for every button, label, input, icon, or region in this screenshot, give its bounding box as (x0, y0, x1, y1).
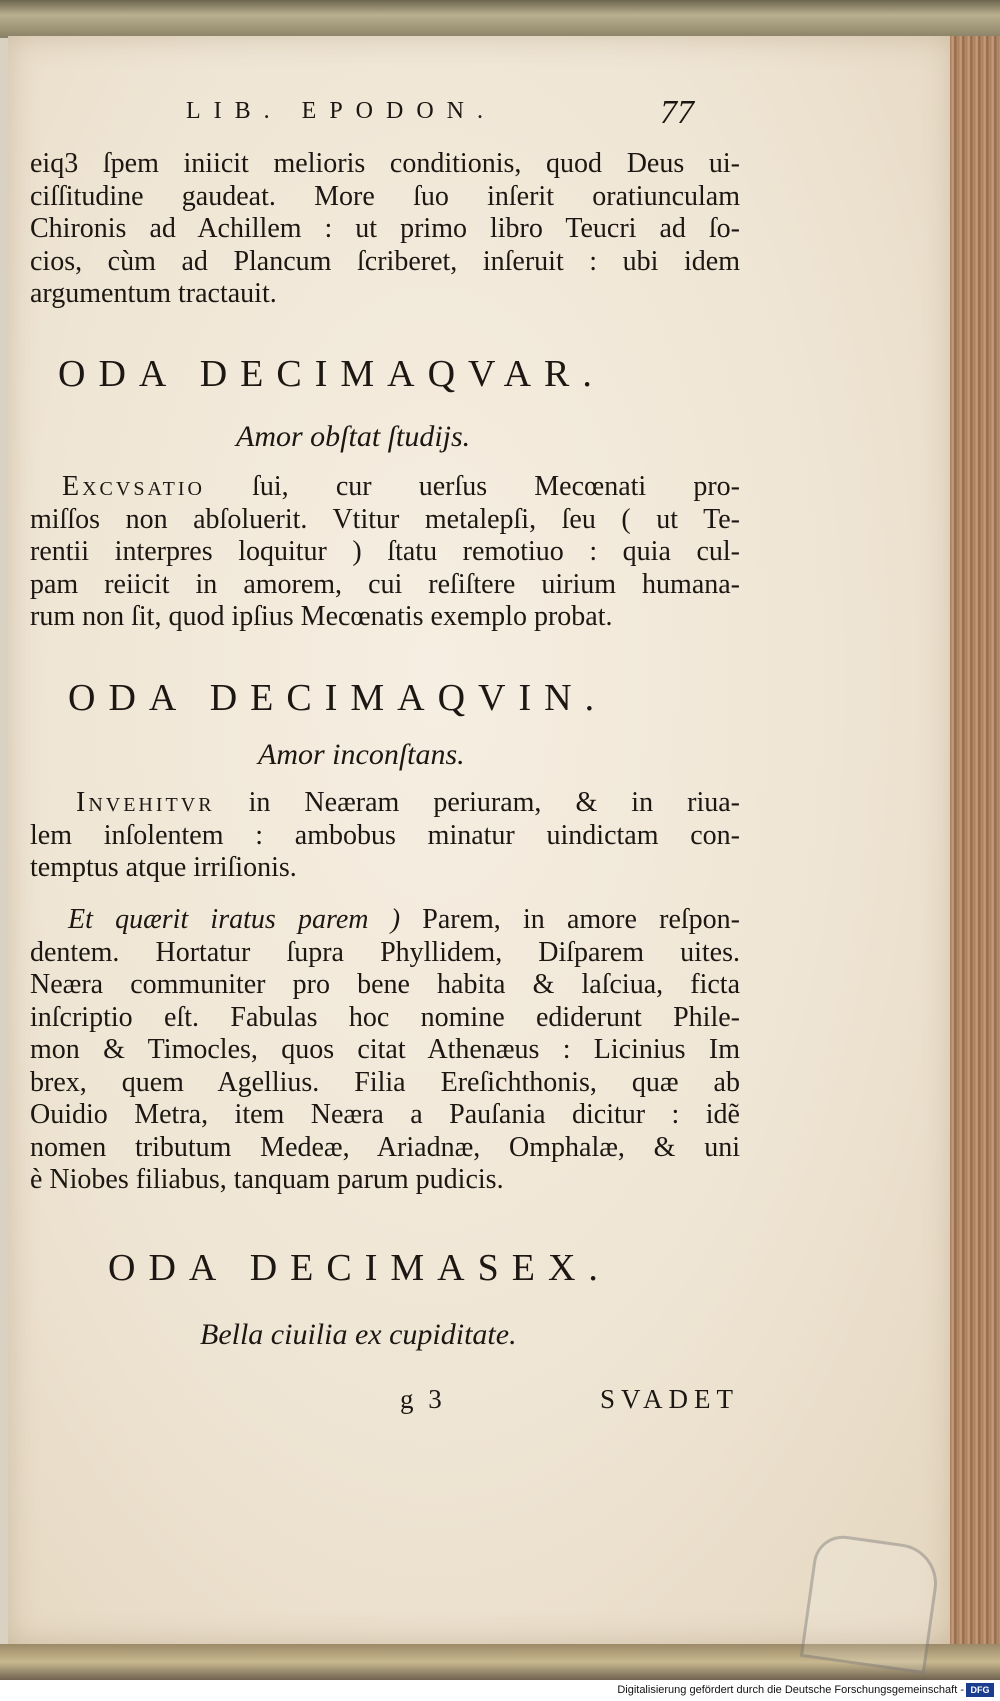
text-line: brex, quem Agellius. Filia Ereſichthonis, quæ ab (30, 1066, 740, 1098)
text-line: Et quærit iratus parem ) Parem, in amore reſpon- (68, 904, 740, 935)
ode-15-lead: Invehitvr (76, 787, 215, 818)
ode-15-subtitle: Amor inconſtans. (258, 738, 465, 771)
text-line: ciſſitudine gaudeat. More ſuo inſerit oratiunculam (30, 180, 740, 212)
text-line: nomen tributum Medeæ, Ariadnæ, Omphalæ, & uni (30, 1131, 740, 1163)
text-line: Chironis ad Achillem : ut primo libro Teucri ad ſo- (30, 213, 740, 244)
text-line: dentem. Hortatur ſupra Phyllidem, Diſparem uites. (30, 936, 740, 968)
text-line: eiq3 ſpem iniicit melioris conditionis, quod Deus ui- (30, 148, 740, 179)
ode-15-note (68, 904, 740, 937)
text-line: rentii interpres loquitur ) ſtatu remotiuo : quia cul- (30, 536, 740, 567)
signature-mark: g 3 (400, 1384, 446, 1414)
ode-16-subtitle: Bella ciuilia ex cupiditate. (200, 1318, 517, 1351)
footer-bar (0, 1680, 1000, 1701)
text-line: Invehitvr in Neæram periuram, & in riua- (76, 787, 740, 818)
text-line: inſcriptio eſt. Fabulas hoc nomine ediderunt Phile- (30, 1001, 740, 1033)
ode-15-note-body (30, 937, 740, 1197)
ode-14-lead: Excvsatio (62, 471, 205, 502)
page-clip (800, 1532, 942, 1674)
page-fore-edge (950, 36, 1000, 1646)
text-line: Ouidio Metra, item Neæra a Pauſania dicitur : idẽ (30, 1099, 740, 1130)
text-line: pam reiicit in amorem, cui reſiſtere uirium humana- (30, 568, 740, 600)
ode-14-subtitle: Amor obſtat ſtudijs. (236, 420, 471, 453)
dfg-logo-icon: DFG (966, 1683, 994, 1697)
text-line: Excvsatio ſui, cur uerſus Mecœnati pro- (62, 471, 740, 502)
text-line: miſſos non abſoluerit. Vtitur metalepſi, ſeu ( ut Te- (30, 503, 740, 535)
text-line: è Niobes filiabus, tanquam parum pudicis. (30, 1164, 504, 1195)
text-line: cios, cùm ad Plancum ſcriberet, inſeruit : ubi idem (30, 245, 740, 277)
ode-15-argument (76, 787, 740, 820)
ode-15-title: ODA DECIMAQVIN. (68, 677, 608, 719)
text-line: rum non ſit, quod ipſius Mecœnatis exemplo probat. (30, 601, 613, 632)
ode-14-argument (62, 471, 740, 504)
ode-14-argument-body (30, 504, 740, 634)
text-line: mon & Timocles, quos citat Athenæus : Licinius Im (30, 1034, 740, 1065)
intro-paragraph (30, 148, 740, 311)
text-line: Neæra communiter pro bene habita & laſciua, ficta (30, 969, 740, 1000)
note-lemma: Et quærit iratus parem ) (68, 904, 401, 935)
running-head: LIB. EPODON. (186, 98, 496, 124)
catchword: SVADET (600, 1384, 740, 1414)
text-line: temptus atque irriſionis. (30, 852, 297, 883)
page-number: 77 (660, 94, 694, 131)
ode-14-title: ODA DECIMAQVAR. (58, 353, 605, 395)
ode-16-title: ODA DECIMASEX. (108, 1247, 611, 1289)
funding-credit: Digitalisierung gefördert durch die Deutsche Forschungsgemeinschaft - (617, 1684, 964, 1696)
text-line: lem inſolentem : ambobus minatur uindictam con- (30, 819, 740, 851)
book-top-edge (0, 0, 1000, 38)
text-line: argumentum tractauit. (30, 278, 277, 309)
ode-15-argument-body (30, 820, 740, 885)
